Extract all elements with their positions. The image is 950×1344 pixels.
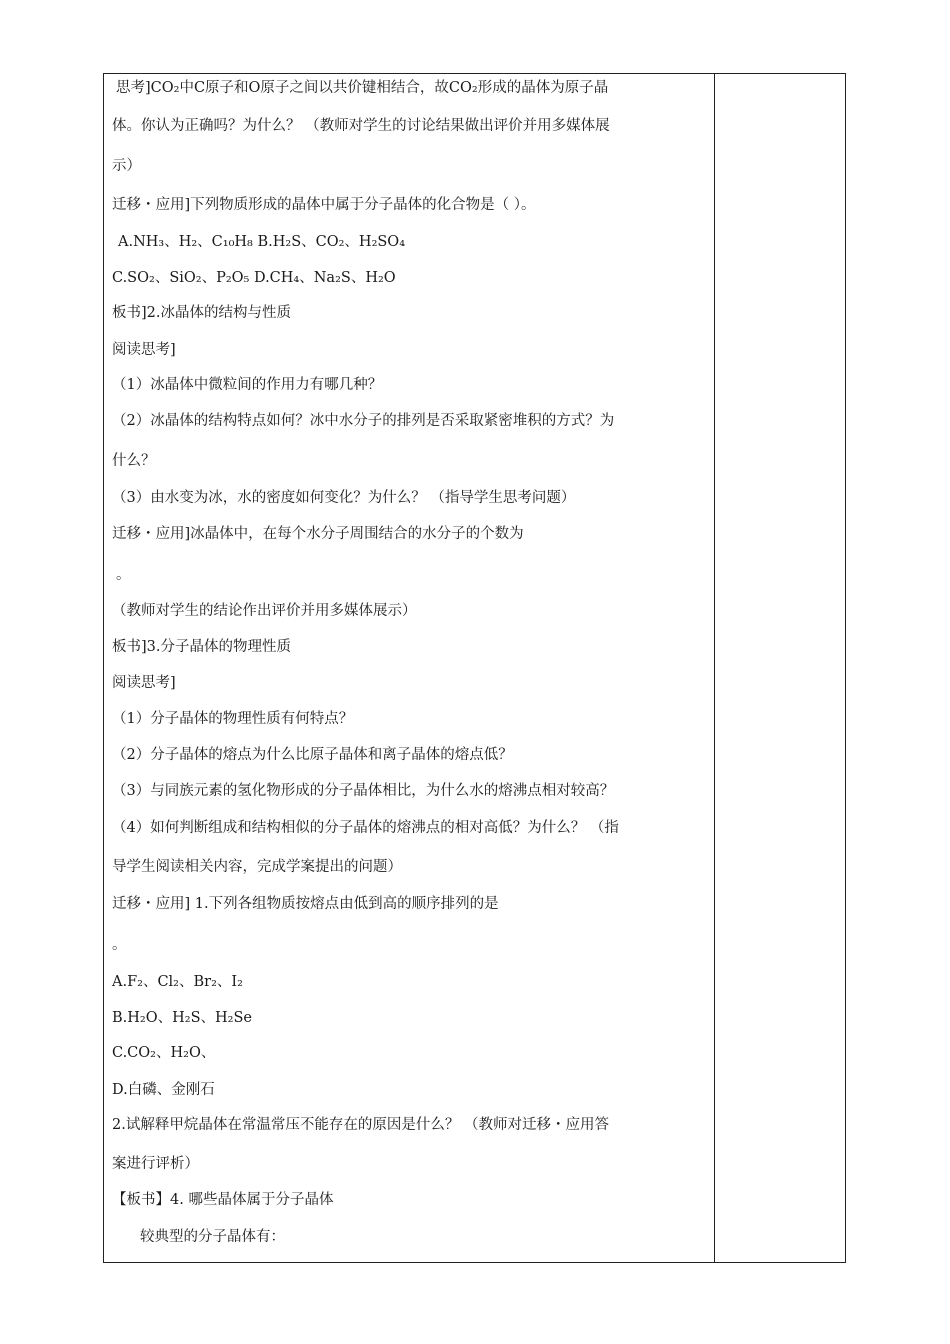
text-line: C.CO₂、H₂O、 bbox=[112, 1045, 216, 1061]
text-line: 板书]2.冰晶体的结构与性质 bbox=[112, 305, 291, 321]
text-line: （4）如何判断组成和结构相似的分子晶体的熔沸点的相对高低？为什么？ （指 bbox=[112, 820, 619, 836]
text-line: B.H₂O、H₂S、H₂Se bbox=[112, 1010, 252, 1026]
text-line: （3）由水变为冰，水的密度如何变化？为什么？ （指导学生思考问题） bbox=[112, 490, 576, 506]
text-line: 导学生阅读相关内容，完成学案提出的问题） bbox=[112, 859, 402, 875]
text-line: D.白磷、金刚石 bbox=[112, 1082, 215, 1098]
text-line: 【板书】4. 哪些晶体属于分子晶体 bbox=[112, 1192, 334, 1208]
text-line: A.F₂、Cl₂、Br₂、I₂ bbox=[112, 974, 243, 990]
text-line: （教师对学生的结论作出评价并用多媒体展示） bbox=[112, 603, 417, 619]
text-line: 较典型的分子晶体有： bbox=[140, 1229, 285, 1245]
text-line: 阅读思考] bbox=[112, 675, 176, 691]
column-divider bbox=[714, 73, 715, 1263]
text-line: 示） bbox=[112, 158, 141, 174]
text-line: （2）冰晶体的结构特点如何？冰中水分子的排列是否采取紧密堆积的方式？为 bbox=[112, 413, 615, 429]
text-line: 思考]CO₂中C原子和O原子之间以共价键相结合，故CO₂形成的晶体为原子晶 bbox=[116, 80, 609, 96]
text-line: 迁移・应用] 1.下列各组物质按熔点由低到高的顺序排列的是 bbox=[112, 896, 499, 912]
text-line: 什么？ bbox=[112, 453, 156, 469]
text-line: C.SO₂、SiO₂、P₂O₅ D.CH₄、Na₂S、H₂O bbox=[112, 270, 396, 286]
text-line: 案进行评析） bbox=[112, 1156, 199, 1172]
text-line: 体。你认为正确吗？为什么？ （教师对学生的讨论结果做出评价并用多媒体展 bbox=[112, 118, 610, 134]
text-line: （3）与同族元素的氢化物形成的分子晶体相比，为什么水的熔沸点相对较高？ bbox=[112, 783, 615, 799]
text-line: （1）冰晶体中微粒间的作用力有哪几种？ bbox=[112, 377, 383, 393]
text-line: （2）分子晶体的熔点为什么比原子晶体和离子晶体的熔点低？ bbox=[112, 747, 513, 763]
text-line: 阅读思考] bbox=[112, 342, 176, 358]
text-line: A.NH₃、H₂、C₁₀H₈ B.H₂S、CO₂、H₂SO₄ bbox=[118, 234, 406, 250]
text-line: 。 bbox=[112, 937, 127, 953]
text-line: 2.试解释甲烷晶体在常温常压不能存在的原因是什么？ （教师对迁移・应用答 bbox=[112, 1117, 609, 1133]
text-line: （1）分子晶体的物理性质有何特点？ bbox=[112, 711, 354, 727]
text-line: 迁移・应用]下列物质形成的晶体中属于分子晶体的化合物是（ ）。 bbox=[112, 197, 536, 213]
text-line: 。 bbox=[116, 567, 131, 583]
text-line: 迁移・应用]冰晶体中，在每个水分子周围结合的水分子的个数为 bbox=[112, 526, 524, 542]
text-line: 板书]3.分子晶体的物理性质 bbox=[112, 639, 291, 655]
